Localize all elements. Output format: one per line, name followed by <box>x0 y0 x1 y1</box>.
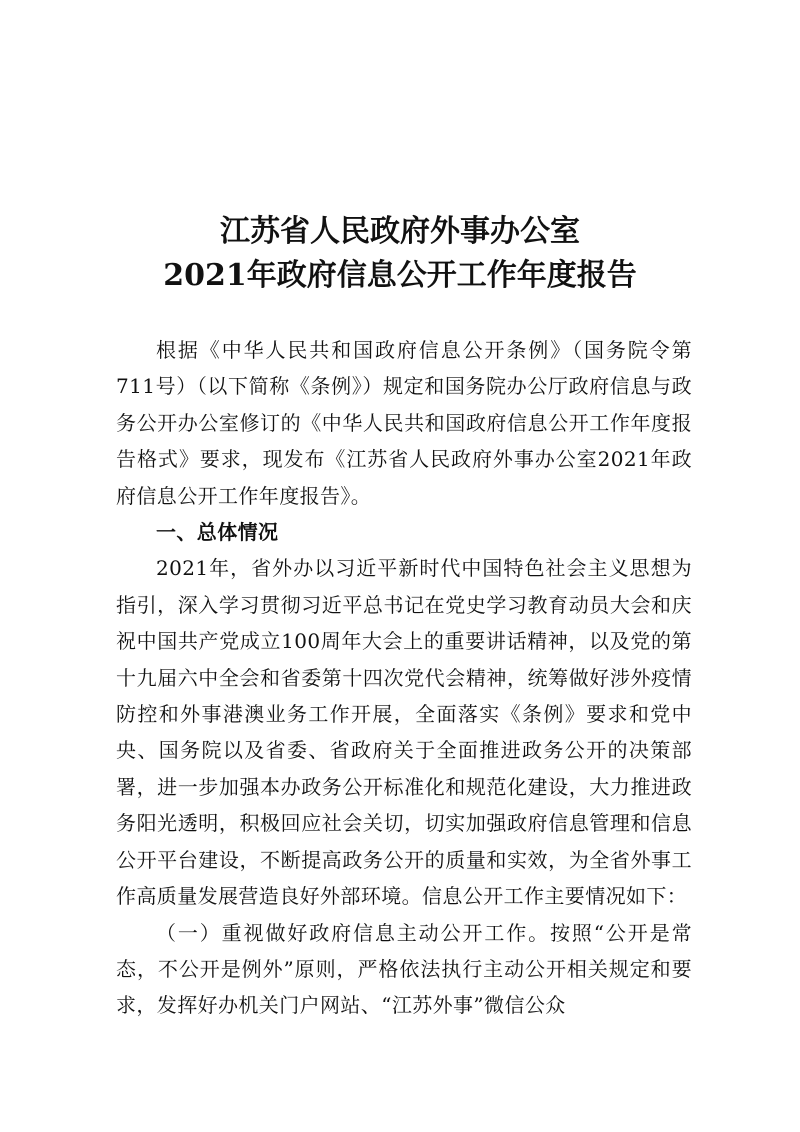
subsection-1-paragraph: （一）重视做好政府信息主动公开工作。按照“公开是常态，不公开是例外”原则，严格依法执行主动公开相关规定和要求，发挥好办机关门户网站、“江苏外事”微信公众 <box>116 920 692 1018</box>
title-line-2: 2021年政府信息公开工作年度报告 <box>163 258 637 293</box>
section-heading-overview: 一、总体情况 <box>156 520 279 545</box>
intro-paragraph: 根据《中华人民共和国政府信息公开条例》（国务院令第711号）（以下简称《条例》）规定和国务院办公厅政府信息与政务公开办公室修订的《中华人民共和国政府信息公开工作年度报告格式》要求，现发布《江苏省人民政府外事办公室2021年政府信息公开工作年度报告》。 <box>116 338 692 508</box>
document-title <box>0 210 800 298</box>
title-line-1: 江苏省人民政府外事办公室 <box>220 214 580 249</box>
document-body <box>116 332 692 1024</box>
overview-paragraph: 2021年，省外办以习近平新时代中国特色社会主义思想为指引，深入学习贯彻习近平总书记在党史学习教育动员大会和庆祝中国共产党成立100周年大会上的重要讲话精神，以及党的第十九届六中全会和省委第十四次党代会精神，统筹做好涉外疫情防控和外事港澳业务工作开展，全面落实《条例》要求和党中央、国务院以及省委、省政府关于全面推进政务公开的决策部署，进一步加强本办政务公开标准化和规范化建设，大力推进政务阳光透明，积极回应社会关切，切实加强政府信息管理和信息公开平台建设，不断提高政务公开的质量和实效，为全省外事工作高质量发展营造良好外部环境。信息公开工作主要情况如下： <box>116 556 692 909</box>
